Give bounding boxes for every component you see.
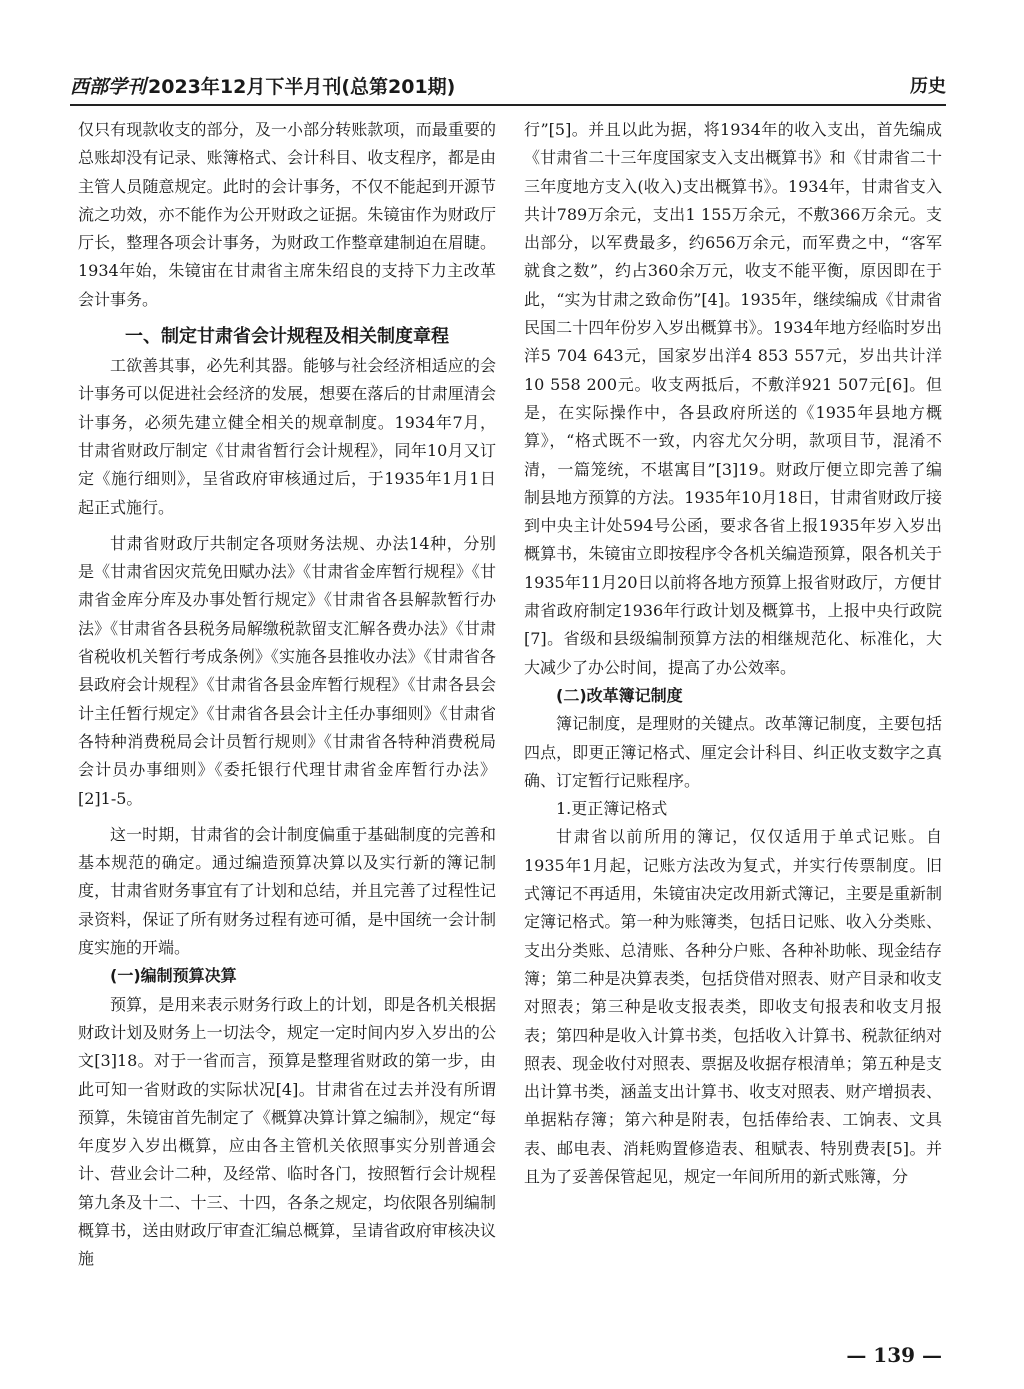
right-column — [524, 116, 942, 1191]
paragraph: 甘肃省以前所用的簿记，仅仅适用于单式记账。自1935年1月起，记账方法改为复式，并实行传票制度。旧式簿记不再适用，朱镜宙决定改用新式簿记，主要是重新制定簿记格式。第一种为账簿类，包括日记账、收入分类账、支出分类账、总清账、各种分户账、各种补助帐、现金结存簿；第二种是决算表类，包括贷借对照表、财产目录和收支对照表；第三种是收支报表类，即收支旬报表和收支月报表；第四种是收入计算书类，包括收入计算书、税款征纳对照表、现金收付对照表、票据及收据存根清单；第五种是支出计算书类，涵盖支出计算书、收支对照表、财产增损表、单据粘存簿；第六种是附表，包括俸给表、工饷表、文具表、邮电表、消耗购置修造表、租赋表、特别费表[5]。并且为了妥善保管起见，规定一年间所用的新式账簿，分 — [524, 827, 942, 1186]
section-heading: 一、制定甘肃省会计规程及相关制度章程 — [125, 326, 449, 348]
subsection-heading: (二)改革簿记制度 — [556, 685, 683, 705]
paragraph: 这一时期，甘肃省的会计制度偏重于基础制度的完善和基本规范的确定。通过编造预算决算以及实行新的簿记制度，甘肃省财务事宜有了计划和总结，并且完善了过程性记录资料，保证了所有财务过程有迹可循，是中国统一会计制度实施的开端。 — [78, 824, 496, 958]
running-header — [70, 64, 946, 104]
page-number: — 139 — — [846, 1343, 942, 1367]
paragraph: 工欲善其事，必先利其器。能够与社会经济相适应的会计事务可以促进社会经济的发展，想要在落后的甘肃厘清会计事务，必须先建立健全相关的规章制度。1934年7月，甘肃省财政厅制定《甘肃省暂行会计规程》，同年10月又订定《施行细则》，呈省政府审核通过后，于1935年1月1日起正式施行。 — [78, 356, 496, 517]
section-label: 历史 — [910, 76, 946, 97]
sub-subsection-heading: 1.更正簿记格式 — [556, 799, 668, 819]
journal-logo: 西部学刊 — [70, 76, 147, 98]
paragraph: 行”[5]。并且以此为据，将1934年的收入支出，首先编成《甘肃省二十三年度国家支入支出概算书》和《甘肃省二十三年度地方支入(收入)支出概算书》。1934年，甘肃省支入共计789万余元，支出1 155万余元，不敷366万余元。支出部分，以军费最多，约656万余元，而军费之中，“客军就食之数”，约占360余万元，收支不能平衡，原因即在于此，“实为甘肃之致命伤”[4]。1935年，继续编成《甘肃省民国二十四年份岁入岁出概算书》。1934年地方经临时岁出洋5 704 643元，国家岁出洋4 853 557元，岁出共计洋10 558 200元。收支两抵后，不敷洋921 507元[6]。但是，在实际操作中，各县政府所送的《1935年县地方概算》，“格式既不一致，内容尤欠分明，款项目节，混淆不清，一篇笼统，不堪寓目”[3]19。财政厅便立即完善了编制县地方预算的方法。1935年10月18日，甘肃省财政厅接到中央主计处594号公函，要求各省上报1935年岁入岁出概算书，朱镜宙立即按程序令各机关编造预算，限各机关于1935年11月20日以前将各地方预算上报省财政厅，方便甘肃省政府制定1936年行政计划及概算书，上报中央行政院[7]。省级和县级编制预算方法的相继规范化、标准化，大大减少了办公时间，提高了办公效率。 — [524, 120, 942, 677]
header-rule — [70, 104, 946, 106]
paragraph: 预算，是用来表示财务行政上的计划，即是各机关根据财政计划及财务上一切法令，规定一定时间内岁入岁出的公文[3]18。对于一省而言，预算是整理省财政的第一步，由此可知一省财政的实际状况[4]。甘肃省在过去并没有所谓预算，朱镜宙首先制定了《概算决算计算之编制》，规定“每年度岁入岁出概算，应由各主管机关依照事实分别普通会计、营业会计二种，及经常、临时各门，按照暂行会计规程第九条及十二、十三、十四，各条之规定，均依限各别编制概算书，送由财政厅审查汇编总概算，呈请省政府审核决议施 — [78, 994, 496, 1269]
paragraph: 仅只有现款收支的部分，及一小部分转账款项，而最重要的总账却没有记录、账簿格式、会计科目、收支程序，都是由主管人员随意规定。此时的会计事务，不仅不能起到开源节流之功效，亦不能作为公开财政之证据。朱镜宙作为财政厅厅长，整理各项会计事务，为财政工作整章建制迫在眉睫。1934年始，朱镜宙在甘肃省主席朱绍良的支持下力主改革会计事务。 — [78, 120, 496, 309]
subsection-heading: (一)编制预算决算 — [110, 966, 237, 986]
journal-issue: 2023年12月下半月刊(总第201期) — [148, 76, 456, 98]
journal-title — [70, 72, 455, 99]
paragraph: 簿记制度，是理财的关键点。改革簿记制度，主要包括四点，即更正簿记格式、厘定会计科目、纠正收支数字之真确、订定暂行记账程序。 — [524, 714, 942, 790]
paragraph: 甘肃省财政厅共制定各项财务法规、办法14种，分别是《甘肃省因灾荒免田赋办法》《甘肃省金库暂行规程》《甘肃省金库分库及办事处暂行规定》《甘肃省各县解款暂行办法》《甘肃省各县税务局解缴税款留支汇解各费办法》《甘肃省税收机关暂行考成条例》《实施各县推收办法》《甘肃省各县政府会计规程》《甘肃省各县金库暂行规程》《甘肃各县会计主任暂行规定》《甘肃省各县会计主任办事细则》《甘肃省各特种消费税局会计员暂行规则》《甘肃省各特种消费税局会计员办事细则》《委托银行代理甘肃省金库暂行办法》[2]1-5。 — [78, 533, 496, 808]
left-column — [78, 116, 496, 1274]
